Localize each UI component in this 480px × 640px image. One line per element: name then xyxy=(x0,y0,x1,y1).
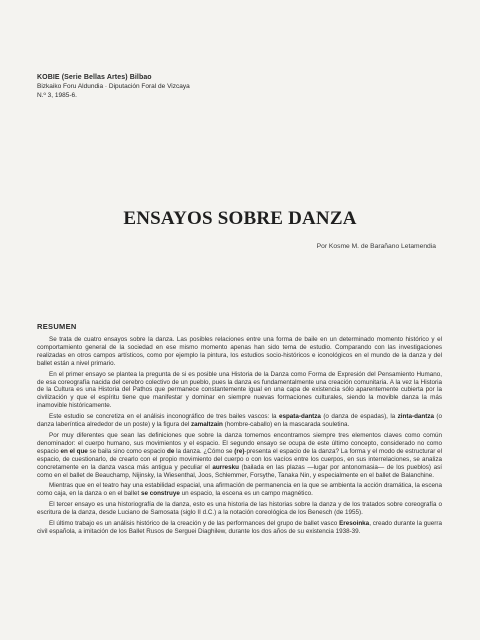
emphasized-term: de xyxy=(166,447,175,455)
paragraph-text: (o danza laberíntica alrededor de un poste) y la figura del xyxy=(37,413,443,429)
paragraph-text: (o danza de espadas), la xyxy=(320,413,398,421)
article-author: Por Kosme M. de Barañano Letamendia xyxy=(316,243,436,250)
emphasized-term: se construye xyxy=(140,490,180,498)
abstract-paragraph xyxy=(37,482,442,498)
emphasized-term: aurresku xyxy=(212,463,239,471)
paragraph-text: Por muy diferentes que sean las definiciones que sobre la danza tomemos encontramos siempre tres elementos claves como común denominador: el cuerpo humano, sus movimientos y el espacio. El segundo ensayo se ocupa de este último concepto, considerado no como espacio xyxy=(37,431,442,455)
abstract-paragraph xyxy=(37,371,442,411)
paragraph-text: se baila sino como espacio xyxy=(87,447,167,455)
emphasized-term: espata-dantza xyxy=(278,413,321,421)
emphasized-term: en el que xyxy=(60,447,88,455)
abstract-paragraph xyxy=(37,432,442,479)
paragraph-text: -presenta el espacio de la danza? La forma y el modo de estructurar el espacio, de cuestionarlo, de crearlo con el propio movimiento del cuerpo o con los vacíos entre los cuerpos, en sus interrelaciones, se analiza concretamente en la danza vasca más antigua y peculiar el xyxy=(37,447,442,471)
abstract-paragraph xyxy=(37,520,442,536)
emphasized-term: zinta-dantza xyxy=(397,413,435,421)
paragraph-text: Se trata de cuatro ensayos sobre la danza. Las posibles relaciones entre una forma de baile en un determinado momento histórico y el comportamiento general de la sociedad en ese mismo momento apenas han sido tema de estudio. Comparando con las investigaciones realizadas en otros campos artísticos, como por ejemplo la pintura, los estudios socio-históricos e iconológicos en el mundo de la danza y del ballet están a nivel primario. xyxy=(37,336,442,367)
paragraph-text: la danza. ¿Cómo se xyxy=(174,447,235,455)
publication-header xyxy=(37,73,190,100)
emphasized-term: (re) xyxy=(234,447,245,455)
paragraph-text: En el primer ensayo se plantea la pregunta de si es posible una Historia de la Danza como Forma de Expresión del Pensamiento Humano, de esa coreografía nacida del cerebro colectivo de un pueblo, pues la danza es fundamentalmente una creación comunitaria. A la vez la Historia de la Cultura es una Historia del Pathos que permanece constantemente igual en una capa de existencia sólo aparentemente cubierta por la civilización y que el espíritu tiene que manifestar y dominar en siempre nuevas formaciones culturales, siendo la movible danza la más inamovible históricamente. xyxy=(37,370,442,410)
paragraph-text: El último trabajo es un análisis histórico de la creación y de las performances del grupo de ballet vasco xyxy=(49,520,340,528)
paragraph-text: , creado durante la guerra civil española, a imitación de los Ballet Rusos de Serguei Diaghilew, durante los dos años de su existencia 1938-39. xyxy=(37,520,442,535)
emphasized-term: Eresoinka xyxy=(339,520,370,528)
abstract-paragraph xyxy=(37,336,442,368)
publisher-line: Bizkaiko Foru Aldundia · Diputación Foral de Vizcaya xyxy=(37,83,190,90)
article-title: ENSAYOS SOBRE DANZA xyxy=(123,208,357,229)
paragraph-text: (hombre-caballo) en la mascarada souletina. xyxy=(222,421,350,429)
paragraph-text: Mientras que en el teatro hay una estabilidad espacial, una afirmación de permanencia en la que se ambienta la acción dramática, la escena como caja, en la danza o en el ballet xyxy=(37,482,442,498)
paragraph-text: Este estudio se concretiza en el análisis inconográfico de tres bailes vascos: la xyxy=(49,413,279,421)
paragraph-text: un espacio, la escena es un campo magnético. xyxy=(179,490,313,498)
abstract-paragraph xyxy=(37,501,442,517)
abstract-body xyxy=(37,336,442,539)
section-heading: RESUMEN xyxy=(37,322,77,331)
emphasized-term: zamaltzain xyxy=(191,421,223,429)
paragraph-text: El tercer ensayo es una historiografía de la danza, esto es una historia de las historias sobre la danza y de los tratados sobre coreografía o escritura de la danza, desde Luciano de Samosata (siglo II d.C.) a la notación coreológica de los Benesch (de 1955). xyxy=(37,501,442,517)
paragraph-text: (bailada en las plazas —lugar por antonomasia— de los pueblos) así como en el ballet de Beauchamp, Nijinsky, la Wiesenthal, Joos, Schlemmer, Forsythe, Tanaka Nin, y especialmente en el ballet de Balanchine. xyxy=(37,463,442,479)
issue-line: N.º 3, 1985-6. xyxy=(37,92,77,99)
journal-name: KOBIE (Serie Bellas Artes) Bilbao xyxy=(37,74,152,81)
abstract-paragraph xyxy=(37,413,442,429)
